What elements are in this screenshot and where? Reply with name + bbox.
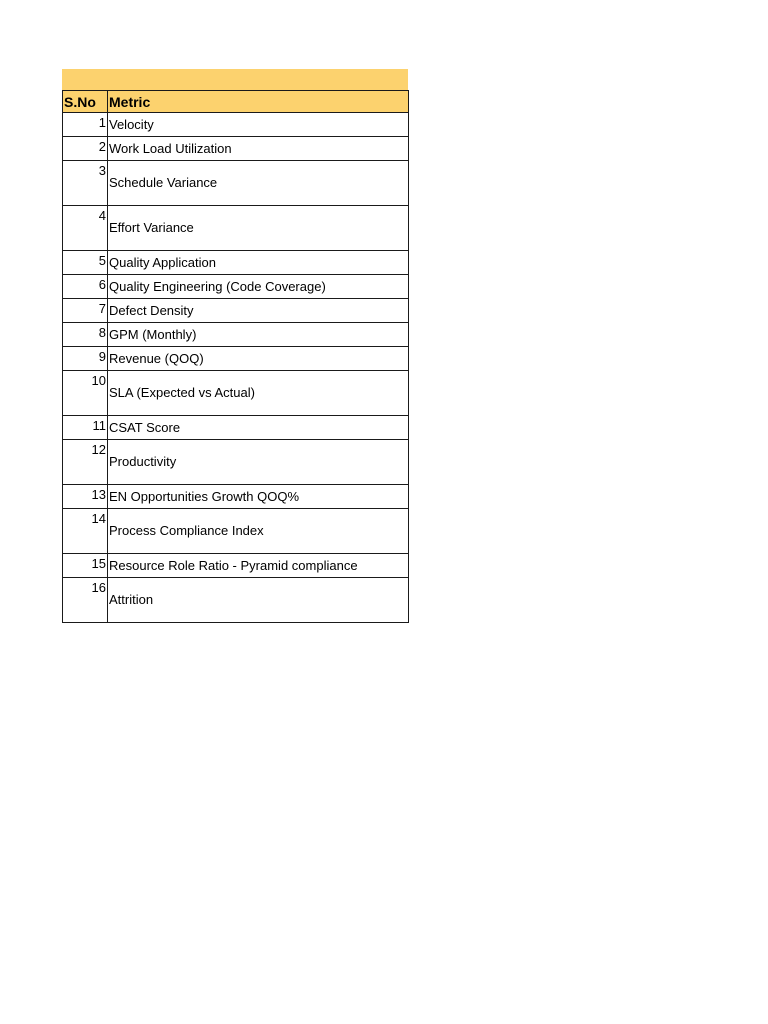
table-row: [63, 347, 409, 371]
metric-cell: Schedule Variance: [108, 161, 409, 206]
table-row: [63, 416, 409, 440]
sno-cell: 12: [63, 440, 108, 485]
metrics-table: [62, 90, 409, 623]
table-row: [63, 578, 409, 623]
sno-cell: 5: [63, 251, 108, 275]
sno-cell: 14: [63, 509, 108, 554]
table-row: [63, 206, 409, 251]
sno-cell: 1: [63, 113, 108, 137]
metric-cell: Work Load Utilization: [108, 137, 409, 161]
table-row: [63, 371, 409, 416]
metric-cell: CSAT Score: [108, 416, 409, 440]
sno-cell: 3: [63, 161, 108, 206]
metric-cell: Attrition: [108, 578, 409, 623]
header-row: [63, 91, 409, 113]
metric-cell: Velocity: [108, 113, 409, 137]
metric-cell: Effort Variance: [108, 206, 409, 251]
sno-cell: 7: [63, 299, 108, 323]
metric-cell: Resource Role Ratio - Pyramid compliance: [108, 554, 409, 578]
sno-cell: 4: [63, 206, 108, 251]
table-row: [63, 161, 409, 206]
table-row: [63, 137, 409, 161]
sno-cell: 9: [63, 347, 108, 371]
metrics-sheet: [62, 69, 408, 623]
table-row: [63, 113, 409, 137]
sno-column-header: S.No: [63, 91, 108, 113]
sno-cell: 2: [63, 137, 108, 161]
sno-cell: 10: [63, 371, 108, 416]
metric-cell: Process Compliance Index: [108, 509, 409, 554]
table-row: [63, 275, 409, 299]
metric-cell: Defect Density: [108, 299, 409, 323]
sno-cell: 16: [63, 578, 108, 623]
metric-cell: GPM (Monthly): [108, 323, 409, 347]
table-row: [63, 323, 409, 347]
sno-cell: 8: [63, 323, 108, 347]
table-row: [63, 251, 409, 275]
metric-cell: Quality Application: [108, 251, 409, 275]
table-row: [63, 299, 409, 323]
table-row: [63, 509, 409, 554]
metric-cell: Productivity: [108, 440, 409, 485]
metric-cell: EN Opportunities Growth QOQ%: [108, 485, 409, 509]
metric-cell: Revenue (QOQ): [108, 347, 409, 371]
table-row: [63, 554, 409, 578]
sno-cell: 6: [63, 275, 108, 299]
table-row: [63, 485, 409, 509]
metric-cell: SLA (Expected vs Actual): [108, 371, 409, 416]
sno-cell: 11: [63, 416, 108, 440]
sno-cell: 15: [63, 554, 108, 578]
sno-cell: 13: [63, 485, 108, 509]
metrics-table-body: [63, 113, 409, 623]
metric-column-header: Metric: [108, 91, 409, 113]
title-band: [62, 69, 408, 90]
metric-cell: Quality Engineering (Code Coverage): [108, 275, 409, 299]
table-row: [63, 440, 409, 485]
